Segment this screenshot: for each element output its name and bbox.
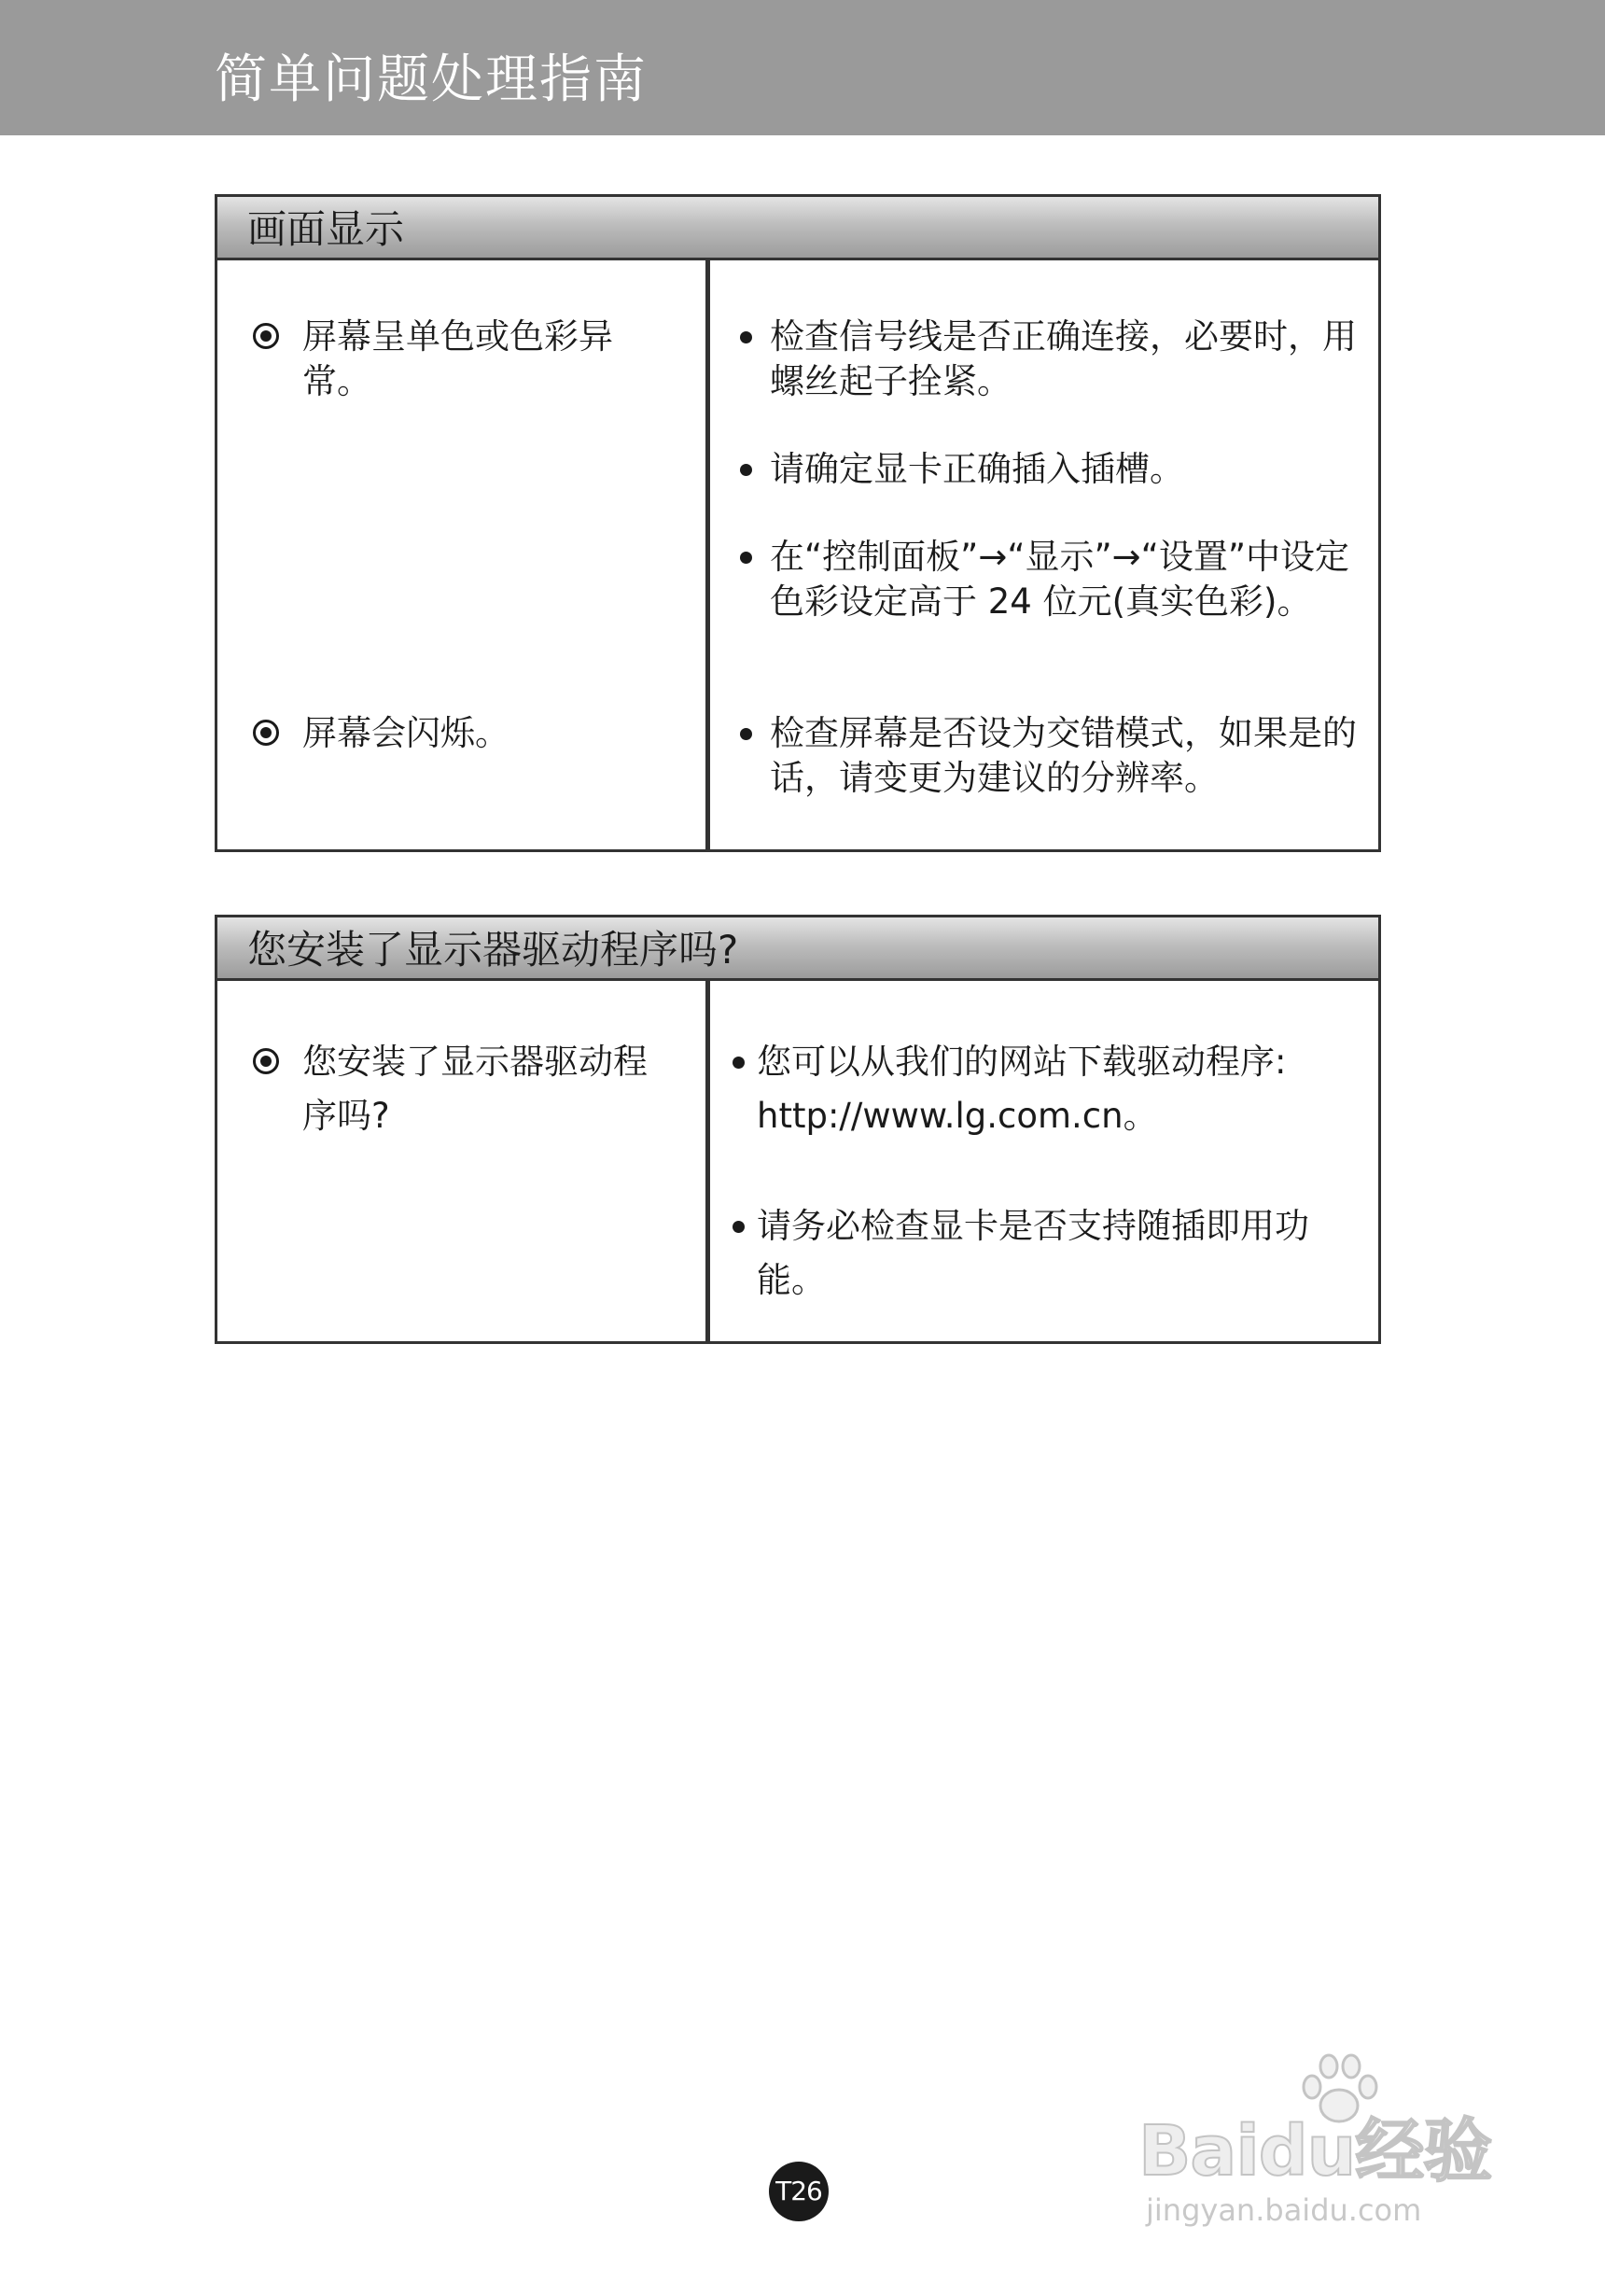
radio-bullet-icon [253,1048,279,1074]
section-title: 画面显示 [247,206,405,252]
section-body [217,260,1378,849]
column-divider [705,981,710,1341]
remedy-item [740,535,1361,624]
symptom-item [253,711,663,756]
remedy-text: 检查信号线是否正确连接，必要时，用螺丝起子拴紧。 [770,316,1357,401]
section-display [215,194,1381,852]
remedy-text: 您可以从我们的网站下载驱动程序: http://www.lg.com.cn。 [757,1042,1287,1136]
bullet-dot-icon [733,1221,745,1233]
radio-bullet-icon [253,720,279,746]
bullet-dot-icon [740,728,752,740]
symptom-text: 屏幕会闪烁。 [302,713,509,753]
remedy-text: 请确定显卡正确插入插槽。 [770,449,1184,489]
section-header [217,917,1378,981]
bullet-dot-icon [740,464,752,476]
symptom-item [253,1035,663,1143]
bullet-dot-icon [740,552,752,564]
page-number-badge: T26 [769,2162,829,2221]
column-divider [705,260,710,849]
section-driver [215,915,1381,1344]
page-header [0,0,1605,135]
section-header [217,197,1378,260]
section-title: 您安装了显示器驱动程序吗? [247,927,739,973]
bullet-dot-icon [740,331,752,343]
remedy-item [733,1199,1358,1308]
remedy-item [740,711,1361,801]
watermark-brand: Baidu经验 [1138,2111,1492,2191]
symptom-text: 您安装了显示器驱动程序吗? [302,1042,648,1136]
bullet-dot-icon [733,1057,745,1069]
remedy-item [740,315,1361,404]
remedy-text: 检查屏幕是否设为交错模式，如果是的话，请变更为建议的分辨率。 [770,713,1357,798]
watermark [1138,2053,1530,2240]
symptom-item [253,315,663,404]
remedy-item [733,1035,1358,1143]
remedy-text: 在“控制面板”→“显示”→“设置”中设定色彩设定高于 24 位元(真实色彩)。 [770,537,1350,622]
symptom-text: 屏幕呈单色或色彩异常。 [302,316,613,401]
remedy-item [740,447,1361,492]
remedy-text: 请务必检查显卡是否支持随插即用功能。 [757,1206,1309,1300]
radio-bullet-icon [253,323,279,349]
watermark-domain: jingyan.baidu.com [1146,2192,1422,2228]
section-body [217,981,1378,1341]
page-title: 简单问题处理指南 [215,49,648,110]
